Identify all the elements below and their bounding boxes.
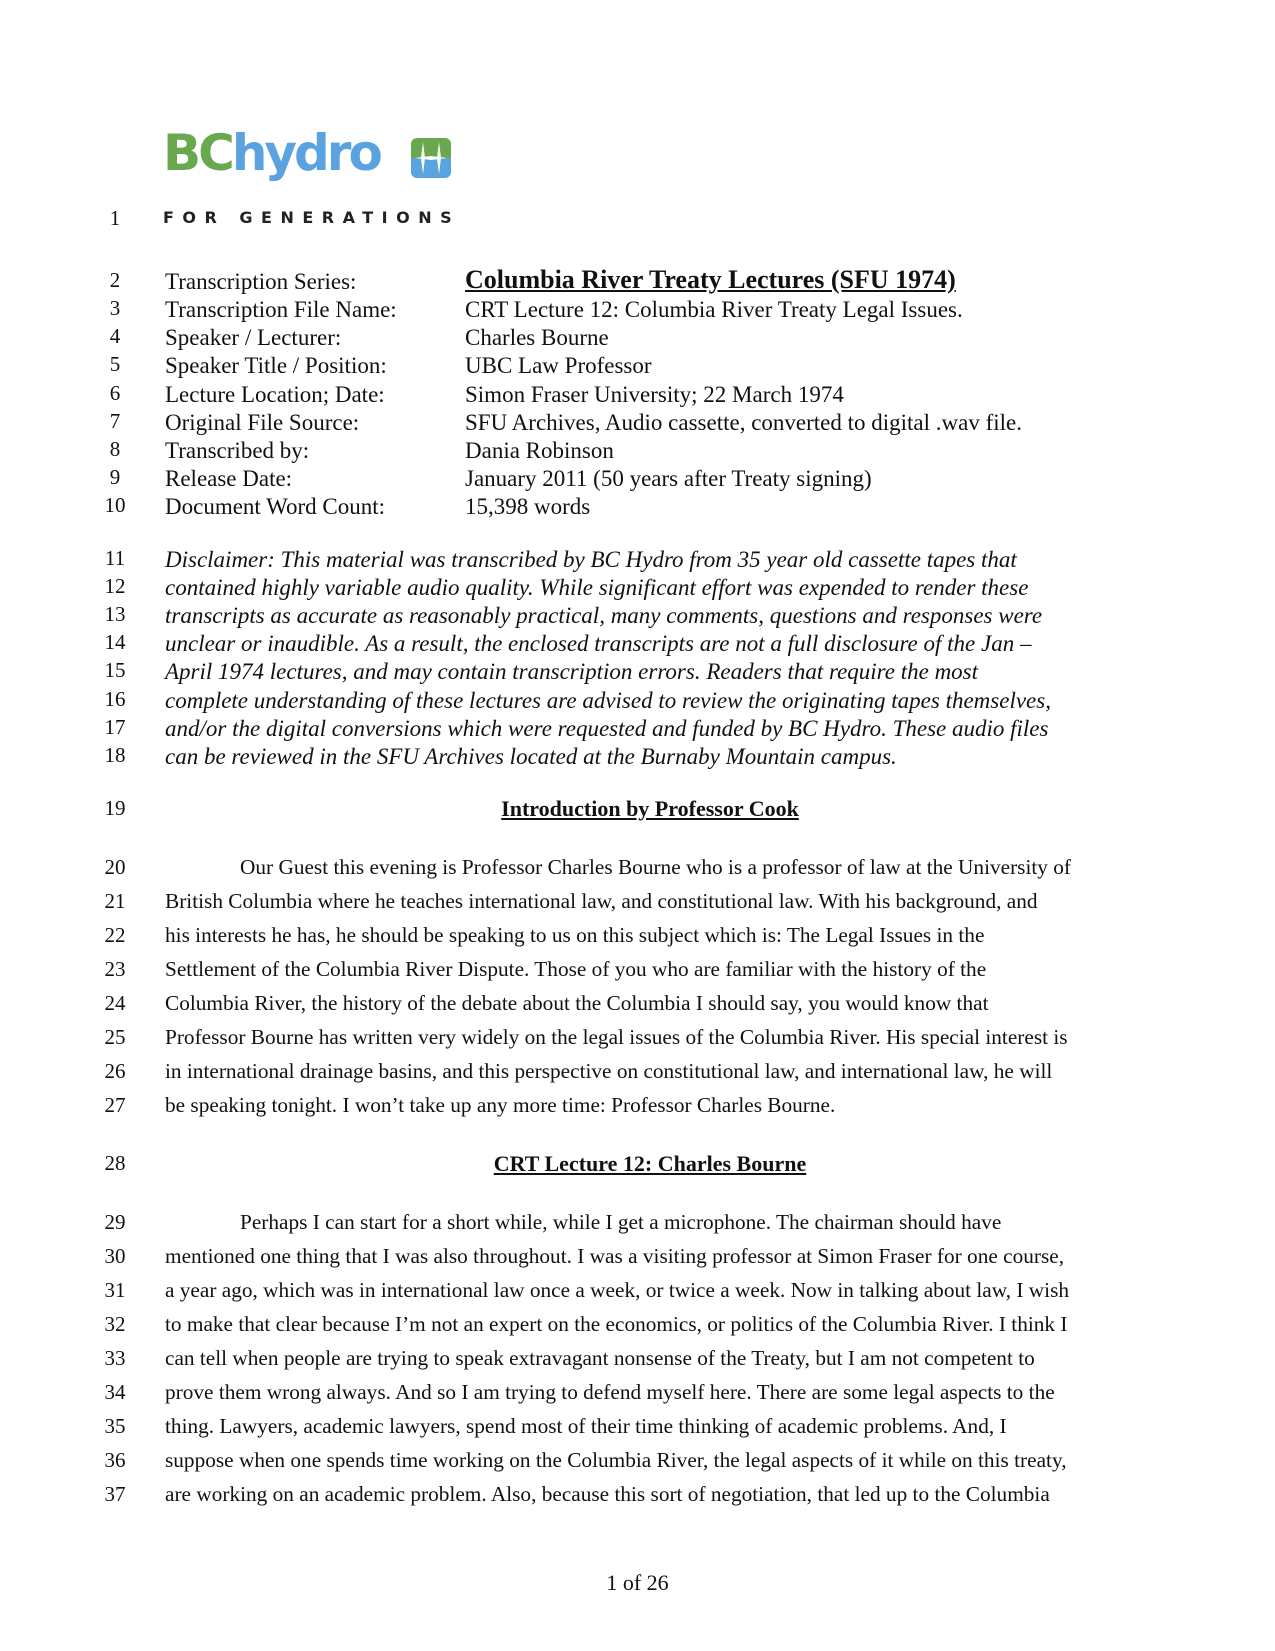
body-line: Perhaps I can start for a short while, while I get a microphone. The chairman should have bbox=[240, 1210, 1002, 1234]
disclaimer-line: unclear or inaudible. As a result, the enclosed transcripts are not a full disclosure of the Jan – bbox=[165, 631, 1032, 656]
section-heading: CRT Lecture 12: Charles Bourne bbox=[493, 1151, 807, 1176]
line-number: 27 bbox=[104, 1093, 126, 1117]
line-number: 33 bbox=[104, 1346, 126, 1370]
body-line: mentioned one thing that I was also throughout. I was a visiting professor at Simon Fraser for one course, bbox=[165, 1244, 1065, 1268]
meta-label-release-date: Release Date: bbox=[165, 466, 293, 491]
line-number: 7 bbox=[109, 409, 121, 433]
body-line: can tell when people are trying to speak extravagant nonsense of the Treaty, but I am not competent to bbox=[165, 1346, 1035, 1370]
disclaimer-line: can be reviewed in the SFU Archives located at the Burnaby Mountain campus. bbox=[165, 744, 897, 769]
line-number: 29 bbox=[104, 1210, 126, 1234]
section-heading: Introduction by Professor Cook bbox=[501, 796, 799, 821]
line-number: 25 bbox=[104, 1025, 126, 1049]
meta-value-location-date: Simon Fraser University; 22 March 1974 bbox=[465, 382, 844, 407]
bc-hydro-logo bbox=[163, 124, 463, 248]
line-number: 14 bbox=[104, 630, 126, 654]
line-number: 1 bbox=[109, 206, 121, 230]
disclaimer-line: Disclaimer: This material was transcribed by BC Hydro from 35 year old cassette tapes that bbox=[165, 547, 1017, 572]
meta-value-speaker-title: UBC Law Professor bbox=[465, 353, 652, 378]
meta-label-file-source: Original File Source: bbox=[165, 410, 360, 435]
logo-wordmark bbox=[163, 124, 380, 182]
line-number: 22 bbox=[104, 923, 126, 947]
line-number: 23 bbox=[104, 957, 126, 981]
line-number: 9 bbox=[109, 465, 121, 489]
line-number: 28 bbox=[104, 1151, 126, 1175]
line-number: 12 bbox=[104, 574, 126, 598]
series-title: Columbia River Treaty Lectures (SFU 1974) bbox=[465, 265, 956, 294]
body-line: his interests he has, he should be speaking to us on this subject which is: The Legal Issues in the bbox=[165, 923, 985, 947]
body-line: a year ago, which was in international law once a week, or twice a week. Now in talking about law, I wish bbox=[165, 1278, 1070, 1302]
line-number: 10 bbox=[104, 493, 126, 517]
meta-value-file-name: CRT Lecture 12: Columbia River Treaty Legal Issues. bbox=[465, 297, 963, 322]
logo-tagline: FOR GENERATIONS bbox=[163, 208, 461, 227]
line-number: 20 bbox=[104, 855, 126, 879]
meta-value-word-count: 15,398 words bbox=[465, 494, 591, 519]
body-line: British Columbia where he teaches international law, and constitutional law. With his background, and bbox=[165, 889, 1038, 913]
line-number: 17 bbox=[104, 715, 126, 739]
line-number: 6 bbox=[109, 381, 121, 405]
line-number: 37 bbox=[104, 1482, 126, 1506]
line-number: 13 bbox=[104, 602, 126, 626]
line-number: 32 bbox=[104, 1312, 126, 1336]
bc-hydro-emblem-icon bbox=[411, 138, 451, 178]
disclaimer-line: complete understanding of these lectures are advised to review the originating tapes themselves, bbox=[165, 688, 1051, 713]
meta-label-location-date: Lecture Location; Date: bbox=[165, 382, 385, 407]
line-number: 30 bbox=[104, 1244, 126, 1268]
line-number: 21 bbox=[104, 889, 126, 913]
line-number: 4 bbox=[109, 324, 121, 348]
line-number: 26 bbox=[104, 1059, 126, 1083]
line-number: 31 bbox=[104, 1278, 126, 1302]
meta-label-transcribed-by: Transcribed by: bbox=[165, 438, 310, 463]
line-number: 16 bbox=[104, 687, 126, 711]
body-line: are working on an academic problem. Also, because this sort of negotiation, that led up to the Columbia bbox=[165, 1482, 1050, 1506]
body-line: Settlement of the Columbia River Dispute. Those of you who are familiar with the history of the bbox=[165, 957, 987, 981]
body-line: in international drainage basins, and this perspective on constitutional law, and international law, he will bbox=[165, 1059, 1053, 1083]
disclaimer-line: transcripts as accurate as reasonably practical, many comments, questions and responses were bbox=[165, 603, 1043, 628]
line-number: 24 bbox=[104, 991, 126, 1015]
line-number: 35 bbox=[104, 1414, 126, 1438]
line-number: 15 bbox=[104, 658, 126, 682]
line-number: 2 bbox=[109, 268, 121, 292]
line-number: 8 bbox=[109, 437, 121, 461]
body-line: Professor Bourne has written very widely on the legal issues of the Columbia River. His special interest is bbox=[165, 1025, 1068, 1049]
meta-value-speaker: Charles Bourne bbox=[465, 325, 609, 350]
body-line: Our Guest this evening is Professor Charles Bourne who is a professor of law at the University of bbox=[240, 855, 1072, 879]
meta-value-transcribed-by: Dania Robinson bbox=[465, 438, 614, 463]
logo-bc: BC bbox=[163, 124, 232, 182]
body-line: to make that clear because I’m not an expert on the economics, or politics of the Columbia River. I think I bbox=[165, 1312, 1068, 1336]
page-number: 1 of 26 bbox=[606, 1570, 669, 1595]
disclaimer-line: and/or the digital conversions which were requested and funded by BC Hydro. These audio files bbox=[165, 716, 1049, 741]
logo-hydro: hydro bbox=[231, 124, 380, 182]
meta-label-speaker: Speaker / Lecturer: bbox=[165, 325, 342, 350]
disclaimer-line: contained highly variable audio quality. While significant effort was expended to render these bbox=[165, 575, 1029, 600]
meta-label-series: Transcription Series: bbox=[165, 269, 357, 294]
body-line: Columbia River, the history of the debate about the Columbia I should say, you would know that bbox=[165, 991, 989, 1015]
meta-value-file-source: SFU Archives, Audio cassette, converted to digital .wav file. bbox=[465, 410, 1022, 435]
line-number: 34 bbox=[104, 1380, 126, 1404]
body-line: thing. Lawyers, academic lawyers, spend most of their time thinking of academic problems. And, I bbox=[165, 1414, 1007, 1438]
body-line: be speaking tonight. I won’t take up any more time: Professor Charles Bourne. bbox=[165, 1093, 836, 1117]
meta-value-release-date: January 2011 (50 years after Treaty signing) bbox=[465, 466, 872, 491]
line-number: 36 bbox=[104, 1448, 126, 1472]
meta-label-speaker-title: Speaker Title / Position: bbox=[165, 353, 387, 378]
disclaimer-line: April 1974 lectures, and may contain transcription errors. Readers that require the most bbox=[165, 659, 979, 684]
meta-label-word-count: Document Word Count: bbox=[165, 494, 386, 519]
line-number: 3 bbox=[109, 296, 121, 320]
body-line: suppose when one spends time working on the Columbia River, the legal aspects of it while on this treaty, bbox=[165, 1448, 1067, 1472]
body-line: prove them wrong always. And so I am trying to defend myself here. There are some legal aspects to the bbox=[165, 1380, 1055, 1404]
line-number: 11 bbox=[104, 546, 126, 570]
line-number: 18 bbox=[104, 743, 126, 767]
line-number: 19 bbox=[104, 796, 126, 820]
line-number: 5 bbox=[109, 352, 121, 376]
meta-label-file-name: Transcription File Name: bbox=[165, 297, 397, 322]
